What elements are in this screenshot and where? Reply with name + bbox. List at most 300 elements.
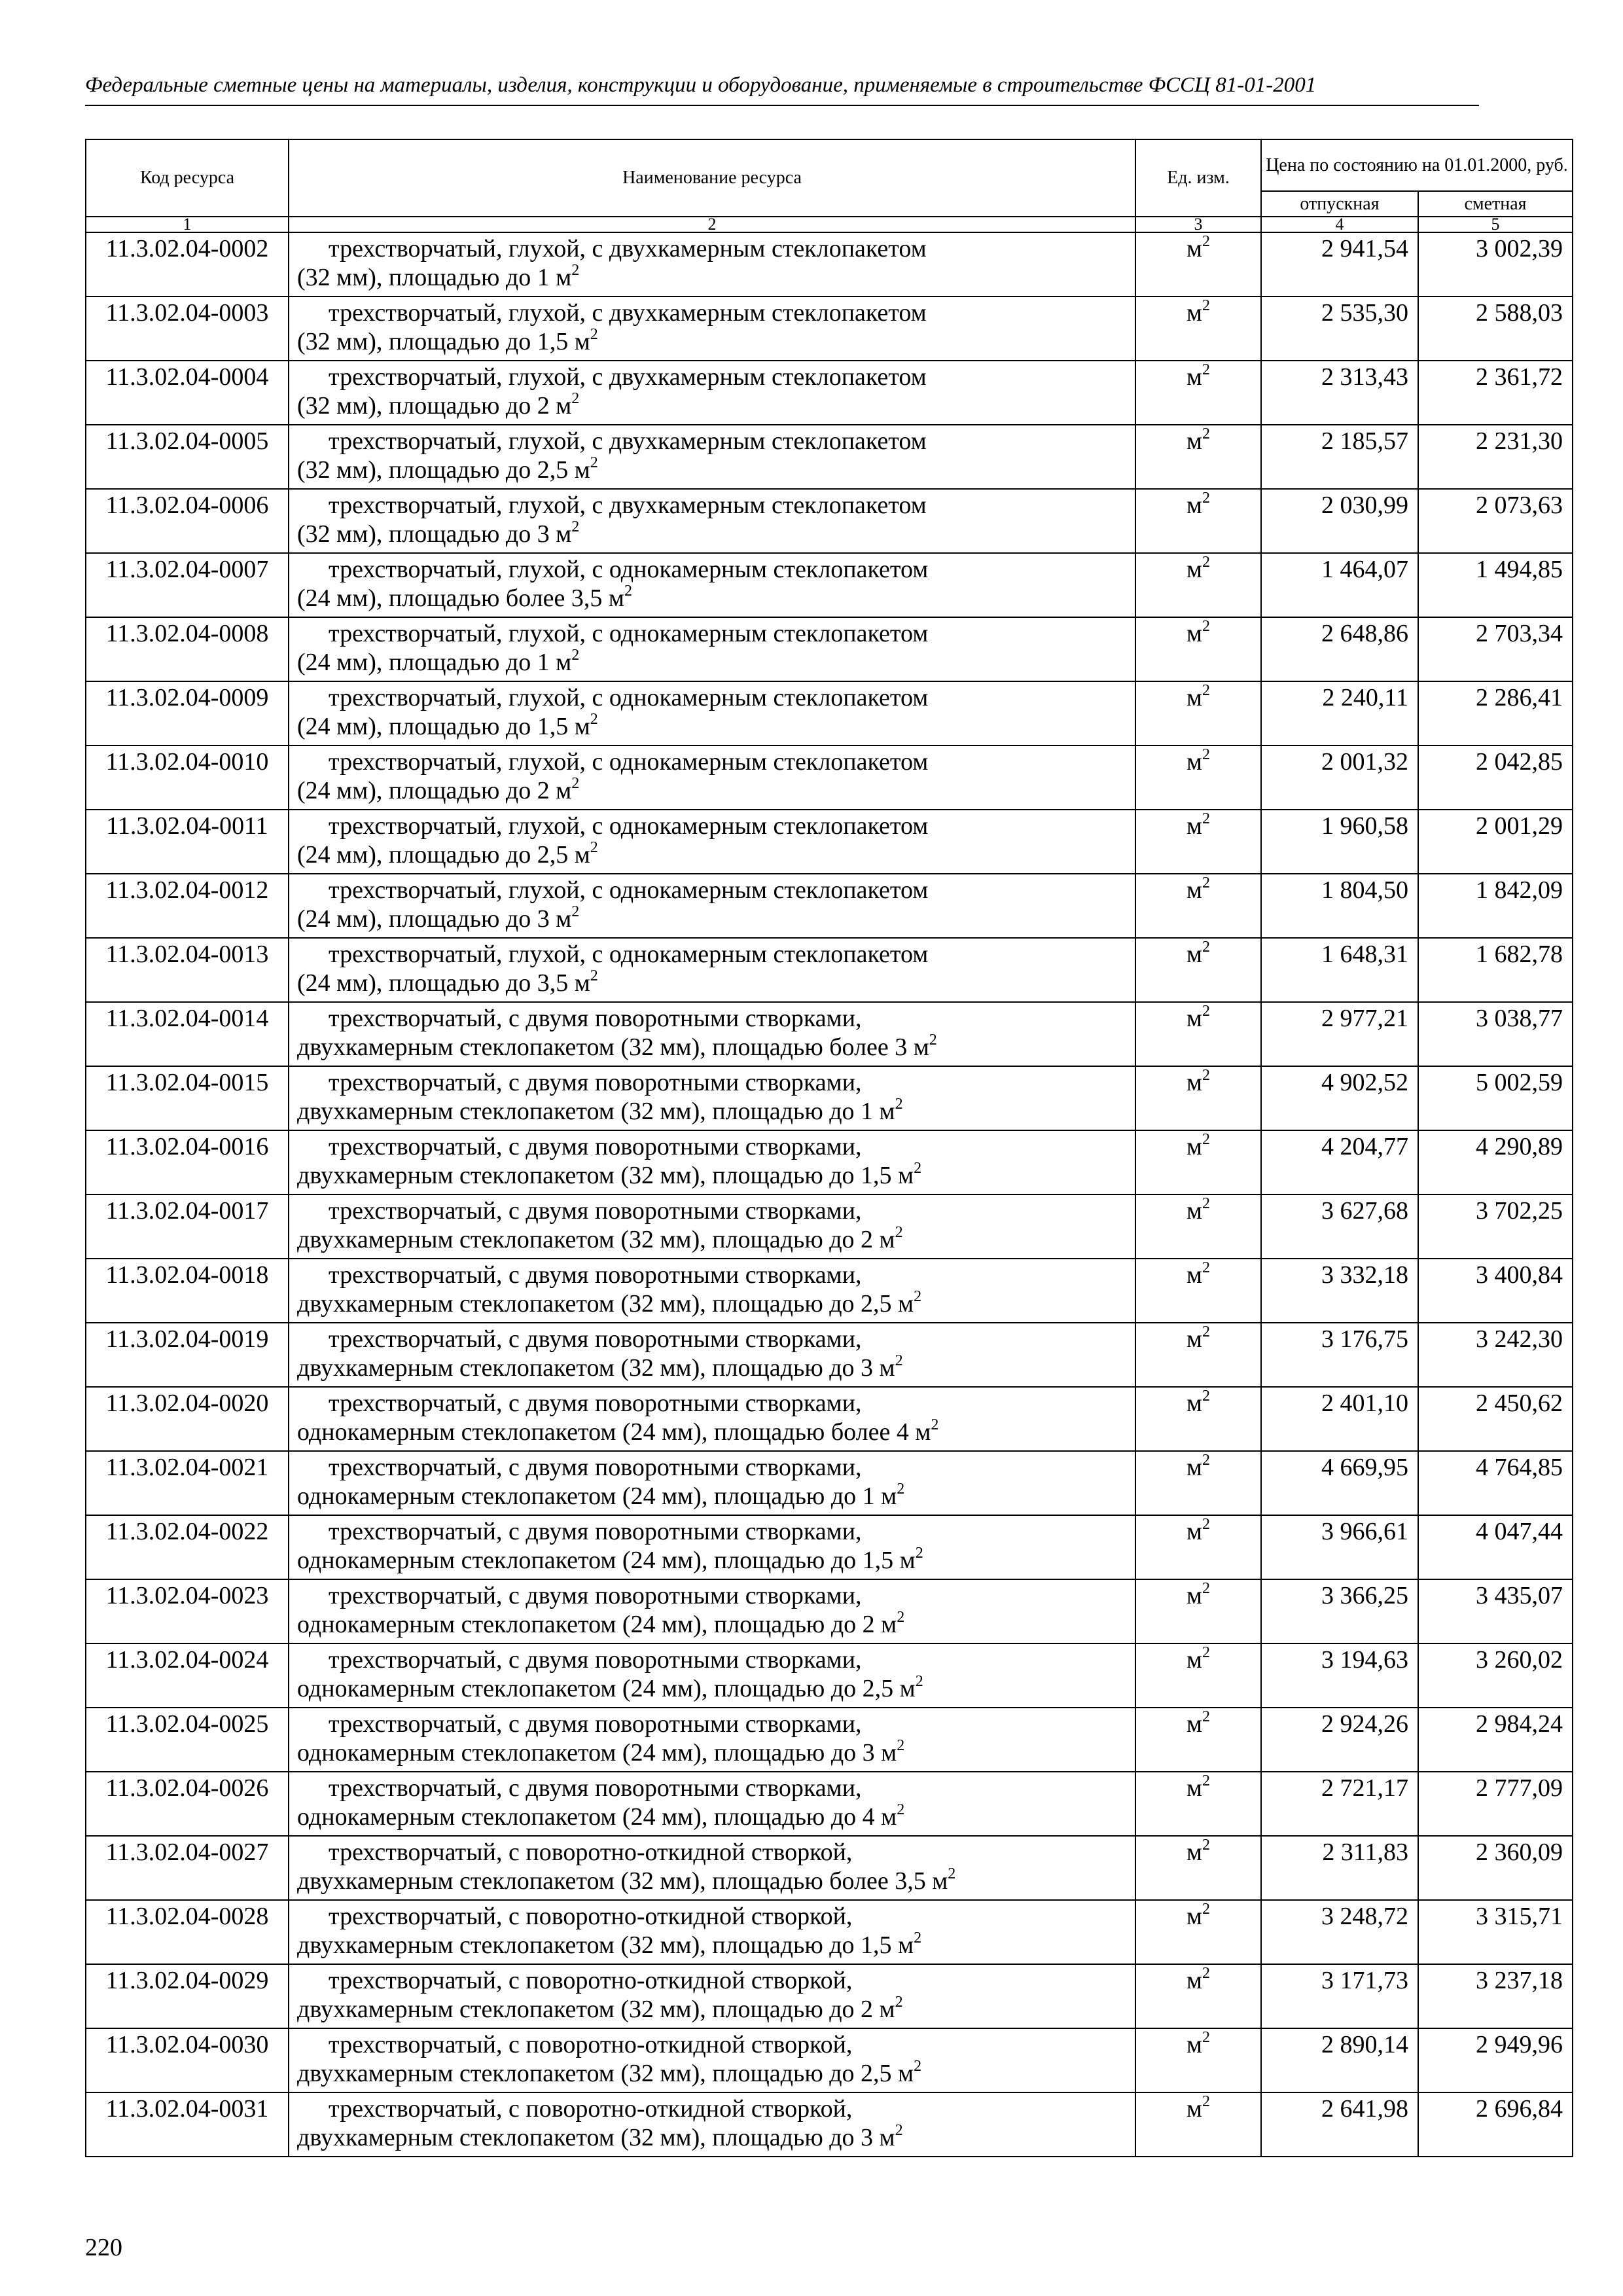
resource-name xyxy=(289,1964,1135,2028)
square-superscript: 2 xyxy=(897,1737,905,1754)
unit-text: м xyxy=(1186,427,1203,455)
unit-cell xyxy=(1135,1643,1261,1708)
resource-name-line-1: трехстворчатый, с поворотно-откидной створкой, xyxy=(329,1903,853,1930)
resource-code: 11.3.02.04-0013 xyxy=(86,938,289,1002)
square-superscript: 2 xyxy=(895,1224,903,1241)
resource-name xyxy=(289,1323,1135,1387)
release-price: 1 648,31 xyxy=(1261,938,1418,1002)
resource-name xyxy=(289,1259,1135,1323)
unit-text: м xyxy=(1186,363,1203,391)
table-row xyxy=(86,1643,1573,1708)
unit-text: м xyxy=(1186,556,1203,583)
resource-code: 11.3.02.04-0025 xyxy=(86,1708,289,1772)
estimate-price: 3 702,25 xyxy=(1418,1194,1573,1259)
unit-cell xyxy=(1135,1387,1261,1451)
unit-superscript: 2 xyxy=(1202,1772,1211,1789)
resource-name-line-2-text: двухкамерным стеклопакетом (32 мм), площадью до 1,5 м xyxy=(297,1162,914,1189)
estimate-price: 3 002,39 xyxy=(1418,232,1573,296)
unit-superscript: 2 xyxy=(1202,1003,1211,1020)
unit-cell xyxy=(1135,2092,1261,2157)
table-row xyxy=(86,361,1573,425)
resource-name xyxy=(289,361,1135,425)
resource-name-line-1: трехстворчатый, глухой, с однокамерным стеклопакетом xyxy=(329,556,929,583)
resource-code: 11.3.02.04-0017 xyxy=(86,1194,289,1259)
resource-code: 11.3.02.04-0023 xyxy=(86,1579,289,1643)
resource-name-line-2 xyxy=(297,1161,1131,1190)
resource-name-line-2 xyxy=(297,2123,1131,2152)
estimate-price: 2 696,84 xyxy=(1418,2092,1573,2157)
resource-name-line-2-text: (32 мм), площадью до 1 м xyxy=(297,264,572,291)
resource-name xyxy=(289,1451,1135,1515)
resource-name-line-2 xyxy=(297,712,1131,741)
estimate-price: 3 315,71 xyxy=(1418,1900,1573,1964)
resource-code: 11.3.02.04-0021 xyxy=(86,1451,289,1515)
unit-superscript: 2 xyxy=(1202,1259,1211,1276)
resource-name-line-1: трехстворчатый, глухой, с однокамерным стеклопакетом xyxy=(329,684,929,711)
resource-name-line-2-text: двухкамерным стеклопакетом (32 мм), площадью более 3 м xyxy=(297,1033,929,1061)
table-row xyxy=(86,1451,1573,1515)
square-superscript: 2 xyxy=(897,1480,905,1498)
release-price: 2 030,99 xyxy=(1261,489,1418,553)
square-superscript: 2 xyxy=(590,326,598,343)
unit-text: м xyxy=(1186,1839,1203,1866)
resource-name-line-1: трехстворчатый, с двумя поворотными створками, xyxy=(329,1325,862,1353)
unit-superscript: 2 xyxy=(1202,1965,1211,1982)
resource-name-line-1: трехстворчатый, с двумя поворотными створками, xyxy=(329,1518,862,1545)
resource-name-line-1: трехстворчатый, глухой, с однокамерным стеклопакетом xyxy=(329,620,929,647)
resource-name-line-2-text: двухкамерным стеклопакетом (32 мм), площадью до 1 м xyxy=(297,1098,895,1125)
resource-name-line-1: трехстворчатый, глухой, с однокамерным стеклопакетом xyxy=(329,876,929,904)
resource-name-line-1: трехстворчатый, с двумя поворотными створками, xyxy=(329,1454,862,1481)
release-price: 3 171,73 xyxy=(1261,1964,1418,2028)
resource-code: 11.3.02.04-0008 xyxy=(86,617,289,681)
release-price: 2 721,17 xyxy=(1261,1772,1418,1836)
running-header: Федеральные сметные цены на материалы, изделия, конструкции и оборудование, применяемые в строительстве ФССЦ 81-01-2001 xyxy=(85,73,1317,97)
resource-code: 11.3.02.04-0014 xyxy=(86,1002,289,1066)
table-row xyxy=(86,1002,1573,1066)
unit-cell xyxy=(1135,874,1261,938)
unit-cell xyxy=(1135,1451,1261,1515)
unit-superscript: 2 xyxy=(1202,939,1211,956)
unit-superscript: 2 xyxy=(1202,1644,1211,1661)
table-row xyxy=(86,1387,1573,1451)
table-row xyxy=(86,745,1573,810)
release-price: 3 332,18 xyxy=(1261,1259,1418,1323)
estimate-price: 4 047,44 xyxy=(1418,1515,1573,1579)
resource-code: 11.3.02.04-0030 xyxy=(86,2028,289,2092)
square-superscript: 2 xyxy=(931,1416,939,1433)
resource-name-line-2 xyxy=(297,391,1131,420)
unit-cell xyxy=(1135,938,1261,1002)
unit-superscript: 2 xyxy=(1202,361,1211,378)
unit-cell xyxy=(1135,1900,1261,1964)
resource-name xyxy=(289,553,1135,617)
resource-name xyxy=(289,1579,1135,1643)
resource-name-line-2 xyxy=(297,1546,1131,1575)
resource-name xyxy=(289,1643,1135,1708)
unit-text: м xyxy=(1186,876,1203,904)
estimate-price: 3 237,18 xyxy=(1418,1964,1573,2028)
unit-superscript: 2 xyxy=(1202,746,1211,763)
resource-code: 11.3.02.04-0012 xyxy=(86,874,289,938)
table-row xyxy=(86,1323,1573,1387)
unit-text: м xyxy=(1186,299,1203,327)
unit-superscript: 2 xyxy=(1202,1516,1211,1533)
resource-name xyxy=(289,617,1135,681)
unit-text: м xyxy=(1186,1197,1203,1225)
square-superscript: 2 xyxy=(914,1288,922,1305)
unit-cell xyxy=(1135,1002,1261,1066)
resource-name-line-2 xyxy=(297,456,1131,484)
resource-code: 11.3.02.04-0011 xyxy=(86,810,289,874)
unit-text: м xyxy=(1186,684,1203,711)
release-price: 2 185,57 xyxy=(1261,425,1418,489)
resource-name-line-2-text: двухкамерным стеклопакетом (32 мм), площадью до 2,5 м xyxy=(297,2060,914,2087)
unit-text: м xyxy=(1186,812,1203,840)
resource-code: 11.3.02.04-0005 xyxy=(86,425,289,489)
unit-superscript: 2 xyxy=(1202,874,1211,891)
col-number-2: 2 xyxy=(289,217,1135,232)
release-price: 4 669,95 xyxy=(1261,1451,1418,1515)
estimate-price: 3 260,02 xyxy=(1418,1643,1573,1708)
price-table xyxy=(85,139,1573,2157)
release-price: 2 001,32 xyxy=(1261,745,1418,810)
table-row xyxy=(86,425,1573,489)
resource-name-line-2 xyxy=(297,1097,1131,1126)
resource-code: 11.3.02.04-0015 xyxy=(86,1066,289,1130)
resource-name-line-1: трехстворчатый, глухой, с однокамерным стеклопакетом xyxy=(329,812,929,840)
resource-name-line-1: трехстворчатый, глухой, с однокамерным стеклопакетом xyxy=(329,941,929,968)
release-price: 2 924,26 xyxy=(1261,1708,1418,1772)
square-superscript: 2 xyxy=(590,967,598,984)
table-row xyxy=(86,1066,1573,1130)
resource-name-line-2 xyxy=(297,1738,1131,1767)
release-price: 2 311,83 xyxy=(1261,1836,1418,1900)
release-price: 1 804,50 xyxy=(1261,874,1418,938)
resource-name-line-1: трехстворчатый, глухой, с однокамерным стеклопакетом xyxy=(329,748,929,776)
resource-name xyxy=(289,1772,1135,1836)
table-row xyxy=(86,1708,1573,1772)
square-superscript: 2 xyxy=(571,262,580,279)
resource-code: 11.3.02.04-0002 xyxy=(86,232,289,296)
resource-name-line-2 xyxy=(297,520,1131,548)
resource-name-line-2 xyxy=(297,648,1131,677)
table-row xyxy=(86,1579,1573,1643)
unit-superscript: 2 xyxy=(1202,618,1211,635)
unit-superscript: 2 xyxy=(1202,1452,1211,1469)
resource-name-line-2 xyxy=(297,776,1131,805)
resource-name xyxy=(289,296,1135,361)
unit-cell xyxy=(1135,361,1261,425)
resource-name xyxy=(289,810,1135,874)
release-price: 3 176,75 xyxy=(1261,1323,1418,1387)
resource-code: 11.3.02.04-0026 xyxy=(86,1772,289,1836)
unit-text: м xyxy=(1186,620,1203,647)
table-row xyxy=(86,1964,1573,2028)
unit-cell xyxy=(1135,489,1261,553)
release-price: 2 977,21 xyxy=(1261,1002,1418,1066)
unit-superscript: 2 xyxy=(1202,490,1211,507)
estimate-price: 2 984,24 xyxy=(1418,1708,1573,1772)
square-superscript: 2 xyxy=(915,1673,923,1690)
release-price: 2 313,43 xyxy=(1261,361,1418,425)
unit-cell xyxy=(1135,1964,1261,2028)
resource-code: 11.3.02.04-0010 xyxy=(86,745,289,810)
resource-name-line-2-text: (24 мм), площадью до 3 м xyxy=(297,905,572,933)
unit-cell xyxy=(1135,553,1261,617)
estimate-price: 2 286,41 xyxy=(1418,681,1573,745)
square-superscript: 2 xyxy=(571,775,580,792)
unit-text: м xyxy=(1186,1903,1203,1930)
resource-name xyxy=(289,2028,1135,2092)
resource-name-line-1: трехстворчатый, глухой, с двухкамерным стеклопакетом xyxy=(329,363,927,391)
resource-name-line-2 xyxy=(297,1482,1131,1511)
resource-name xyxy=(289,681,1135,745)
resource-name-line-2-text: двухкамерным стеклопакетом (32 мм), площадью до 2,5 м xyxy=(297,1290,914,1318)
table-row xyxy=(86,681,1573,745)
resource-name-line-2-text: (32 мм), площадью до 1,5 м xyxy=(297,328,590,355)
square-superscript: 2 xyxy=(895,1096,903,1113)
release-price: 3 627,68 xyxy=(1261,1194,1418,1259)
release-price: 2 641,98 xyxy=(1261,2092,1418,2157)
release-price: 3 248,72 xyxy=(1261,1900,1418,1964)
unit-text: м xyxy=(1186,1390,1203,1417)
resource-name-line-2 xyxy=(297,905,1131,933)
resource-name-line-1: трехстворчатый, с двумя поворотными створками, xyxy=(329,1710,862,1738)
table-row xyxy=(86,2092,1573,2157)
col-number-1: 1 xyxy=(86,217,289,232)
resource-name-line-1: трехстворчатый, с двумя поворотными створками, xyxy=(329,1390,862,1417)
table-row xyxy=(86,489,1573,553)
resource-name-line-2-text: (24 мм), площадью до 2,5 м xyxy=(297,841,590,869)
resource-name-line-2 xyxy=(297,840,1131,869)
resource-name xyxy=(289,425,1135,489)
unit-text: м xyxy=(1186,1454,1203,1481)
unit-text: м xyxy=(1186,941,1203,968)
col-header-name: Наименование ресурса xyxy=(289,139,1135,217)
header-rule xyxy=(85,105,1479,106)
resource-name-line-2-text: однокамерным стеклопакетом (24 мм), площадью до 1 м xyxy=(297,1482,897,1510)
resource-name-line-2-text: (32 мм), площадью до 3 м xyxy=(297,520,572,548)
resource-name xyxy=(289,1387,1135,1451)
resource-code: 11.3.02.04-0031 xyxy=(86,2092,289,2157)
col-header-price-group: Цена по состоянию на 01.01.2000, руб. xyxy=(1261,139,1573,191)
unit-text: м xyxy=(1186,2095,1203,2123)
unit-superscript: 2 xyxy=(1202,554,1211,571)
resource-name-line-2-text: (24 мм), площадью до 3,5 м xyxy=(297,969,590,997)
square-superscript: 2 xyxy=(590,711,598,728)
unit-text: м xyxy=(1186,1261,1203,1289)
unit-cell xyxy=(1135,425,1261,489)
page-number: 220 xyxy=(85,2234,122,2261)
estimate-price: 3 038,77 xyxy=(1418,1002,1573,1066)
unit-text: м xyxy=(1186,1325,1203,1353)
table-row xyxy=(86,938,1573,1002)
resource-name-line-2-text: (24 мм), площадью до 1,5 м xyxy=(297,713,590,740)
unit-cell xyxy=(1135,2028,1261,2092)
estimate-price: 2 001,29 xyxy=(1418,810,1573,874)
resource-code: 11.3.02.04-0019 xyxy=(86,1323,289,1387)
unit-cell xyxy=(1135,1515,1261,1579)
estimate-price: 5 002,59 xyxy=(1418,1066,1573,1130)
col-header-estimate: сметная xyxy=(1418,191,1573,217)
resource-name-line-2-text: (24 мм), площадью до 1 м xyxy=(297,649,572,676)
release-price: 2 648,86 xyxy=(1261,617,1418,681)
release-price: 2 240,11 xyxy=(1261,681,1418,745)
square-superscript: 2 xyxy=(948,1865,956,1882)
table-row xyxy=(86,553,1573,617)
resource-name-line-1: трехстворчатый, с поворотно-откидной створкой, xyxy=(329,2095,853,2123)
resource-name-line-2-text: однокамерным стеклопакетом (24 мм), площадью до 2,5 м xyxy=(297,1675,916,1702)
square-superscript: 2 xyxy=(571,647,580,664)
resource-code: 11.3.02.04-0007 xyxy=(86,553,289,617)
resource-name xyxy=(289,745,1135,810)
unit-cell xyxy=(1135,1194,1261,1259)
unit-cell xyxy=(1135,810,1261,874)
resource-name xyxy=(289,1066,1135,1130)
unit-text: м xyxy=(1186,2031,1203,2058)
unit-superscript: 2 xyxy=(1202,297,1211,314)
resource-name-line-1: трехстворчатый, глухой, с двухкамерным стеклопакетом xyxy=(329,427,927,455)
estimate-price: 4 764,85 xyxy=(1418,1451,1573,1515)
resource-name-line-2 xyxy=(297,969,1131,997)
square-superscript: 2 xyxy=(897,1801,905,1818)
resource-name-line-2-text: (24 мм), площадью до 2 м xyxy=(297,777,572,804)
estimate-price: 4 290,89 xyxy=(1418,1130,1573,1194)
resource-name-line-2 xyxy=(297,1995,1131,2024)
table-row xyxy=(86,810,1573,874)
unit-cell xyxy=(1135,1708,1261,1772)
unit-superscript: 2 xyxy=(1202,1580,1211,1597)
square-superscript: 2 xyxy=(590,839,598,856)
square-superscript: 2 xyxy=(915,1545,923,1562)
table-row xyxy=(86,1772,1573,1836)
resource-code: 11.3.02.04-0009 xyxy=(86,681,289,745)
unit-superscript: 2 xyxy=(1202,1708,1211,1725)
estimate-price: 3 242,30 xyxy=(1418,1323,1573,1387)
estimate-price: 3 400,84 xyxy=(1418,1259,1573,1323)
unit-cell xyxy=(1135,1066,1261,1130)
resource-name-line-2-text: двухкамерным стеклопакетом (32 мм), площадью до 3 м xyxy=(297,1354,895,1382)
estimate-price: 2 703,34 xyxy=(1418,617,1573,681)
resource-name-line-2 xyxy=(297,1225,1131,1254)
resource-name-line-2-text: двухкамерным стеклопакетом (32 мм), площадью до 2 м xyxy=(297,1996,895,2023)
resource-name xyxy=(289,232,1135,296)
square-superscript: 2 xyxy=(571,518,580,535)
resource-name-line-1: трехстворчатый, глухой, с двухкамерным стеклопакетом xyxy=(329,235,927,262)
resource-code: 11.3.02.04-0018 xyxy=(86,1259,289,1323)
release-price: 2 890,14 xyxy=(1261,2028,1418,2092)
resource-name-line-2 xyxy=(297,584,1131,613)
resource-name xyxy=(289,1900,1135,1964)
resource-name xyxy=(289,1194,1135,1259)
estimate-price: 2 588,03 xyxy=(1418,296,1573,361)
resource-name-line-1: трехстворчатый, с поворотно-откидной створкой, xyxy=(329,2031,853,2058)
estimate-price: 1 842,09 xyxy=(1418,874,1573,938)
unit-text: м xyxy=(1186,1518,1203,1545)
square-superscript: 2 xyxy=(895,1994,903,2011)
resource-name xyxy=(289,1708,1135,1772)
resource-name-line-2 xyxy=(297,1418,1131,1446)
resource-name-line-2 xyxy=(297,1867,1131,1895)
unit-text: м xyxy=(1186,748,1203,776)
unit-cell xyxy=(1135,1772,1261,1836)
unit-cell xyxy=(1135,681,1261,745)
unit-text: м xyxy=(1186,1774,1203,1802)
unit-text: м xyxy=(1186,1133,1203,1160)
square-superscript: 2 xyxy=(914,1929,922,1946)
resource-name-line-2-text: (24 мм), площадью более 3,5 м xyxy=(297,584,624,612)
resource-code: 11.3.02.04-0029 xyxy=(86,1964,289,2028)
table-row xyxy=(86,617,1573,681)
unit-cell xyxy=(1135,1259,1261,1323)
estimate-price: 2 231,30 xyxy=(1418,425,1573,489)
unit-superscript: 2 xyxy=(1202,810,1211,827)
square-superscript: 2 xyxy=(571,903,580,920)
estimate-price: 2 360,09 xyxy=(1418,1836,1573,1900)
unit-text: м xyxy=(1186,1582,1203,1609)
resource-code: 11.3.02.04-0016 xyxy=(86,1130,289,1194)
unit-superscript: 2 xyxy=(1202,1195,1211,1212)
square-superscript: 2 xyxy=(895,2122,903,2139)
unit-cell xyxy=(1135,1130,1261,1194)
resource-name xyxy=(289,874,1135,938)
resource-code: 11.3.02.04-0004 xyxy=(86,361,289,425)
table-row xyxy=(86,1900,1573,1964)
estimate-price: 1 682,78 xyxy=(1418,938,1573,1002)
release-price: 3 966,61 xyxy=(1261,1515,1418,1579)
unit-cell xyxy=(1135,745,1261,810)
unit-text: м xyxy=(1186,1005,1203,1032)
estimate-price: 1 494,85 xyxy=(1418,553,1573,617)
unit-superscript: 2 xyxy=(1202,1388,1211,1405)
resource-name-line-2-text: двухкамерным стеклопакетом (32 мм), площадью до 3 м xyxy=(297,2124,895,2151)
resource-name-line-1: трехстворчатый, глухой, с двухкамерным стеклопакетом xyxy=(329,299,927,327)
resource-name xyxy=(289,1836,1135,1900)
square-superscript: 2 xyxy=(624,583,632,600)
square-superscript: 2 xyxy=(590,454,598,471)
col-header-code: Код ресурса xyxy=(86,139,289,217)
resource-name-line-2-text: (32 мм), площадью до 2 м xyxy=(297,392,572,420)
resource-name-line-2-text: двухкамерным стеклопакетом (32 мм), площадью до 2 м xyxy=(297,1226,895,1253)
table-row xyxy=(86,1259,1573,1323)
unit-cell xyxy=(1135,1323,1261,1387)
unit-superscript: 2 xyxy=(1202,2093,1211,2110)
resource-name-line-1: трехстворчатый, с двумя поворотными створками, xyxy=(329,1069,862,1096)
resource-name-line-1: трехстворчатый, с двумя поворотными створками, xyxy=(329,1582,862,1609)
release-price: 1 960,58 xyxy=(1261,810,1418,874)
resource-name-line-2 xyxy=(297,327,1131,356)
resource-code: 11.3.02.04-0022 xyxy=(86,1515,289,1579)
estimate-price: 2 777,09 xyxy=(1418,1772,1573,1836)
release-price: 4 902,52 xyxy=(1261,1066,1418,1130)
resource-name-line-2-text: однокамерным стеклопакетом (24 мм), площадью до 1,5 м xyxy=(297,1547,916,1574)
release-price: 2 941,54 xyxy=(1261,232,1418,296)
table-row xyxy=(86,1130,1573,1194)
resource-name xyxy=(289,1130,1135,1194)
estimate-price: 3 435,07 xyxy=(1418,1579,1573,1643)
resource-name-line-2 xyxy=(297,1033,1131,1062)
estimate-price: 2 361,72 xyxy=(1418,361,1573,425)
resource-code: 11.3.02.04-0024 xyxy=(86,1643,289,1708)
resource-name-line-2-text: двухкамерным стеклопакетом (32 мм), площадью более 3,5 м xyxy=(297,1867,948,1895)
unit-superscript: 2 xyxy=(1202,425,1211,442)
resource-name-line-2 xyxy=(297,2059,1131,2088)
resource-name-line-2 xyxy=(297,1289,1131,1318)
col-number-3: 3 xyxy=(1135,217,1261,232)
square-superscript: 2 xyxy=(929,1031,937,1049)
resource-name-line-1: трехстворчатый, с поворотно-откидной створкой, xyxy=(329,1967,853,1994)
